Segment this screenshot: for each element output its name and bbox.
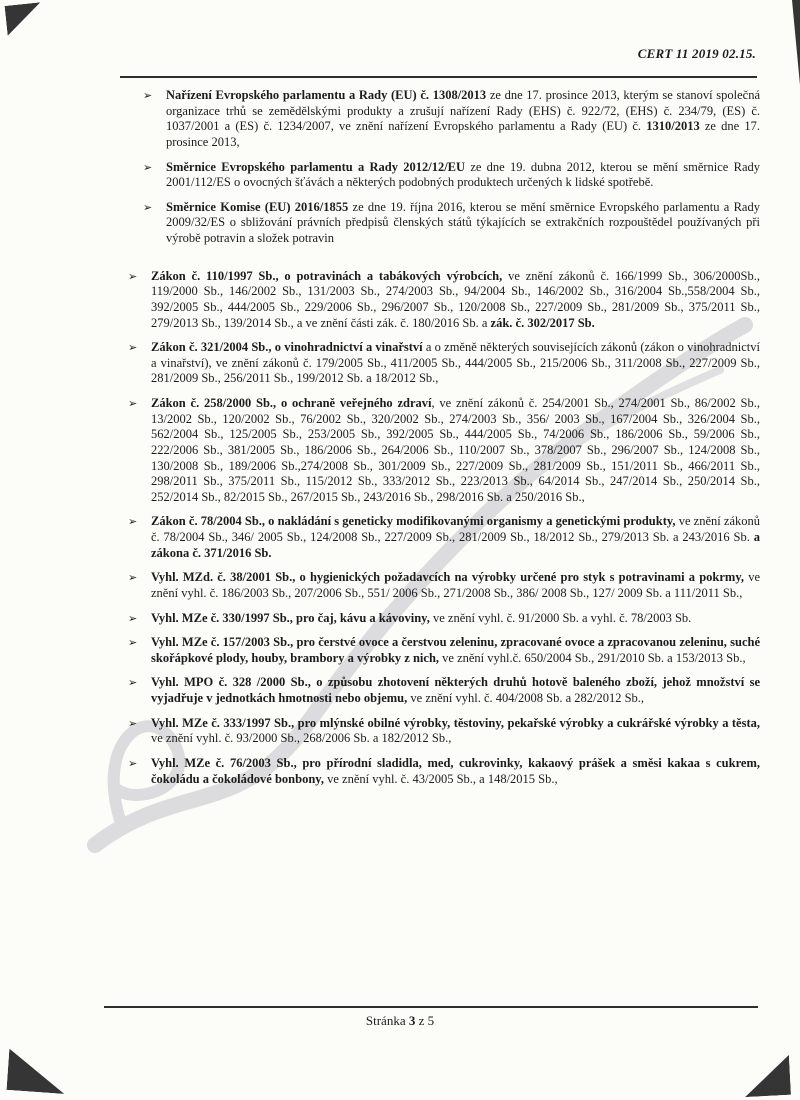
header-rule (120, 76, 757, 78)
bullet-arrow-icon: ➢ (143, 90, 153, 102)
regulation-list (128, 88, 760, 796)
bullet-arrow-icon: ➢ (128, 757, 138, 770)
footer-separator: z (418, 1013, 425, 1028)
list-item (128, 88, 760, 151)
bullet-arrow-icon: ➢ (143, 161, 153, 174)
regulation-text: Zákon č. 258/2000 Sb., o ochraně veřejného zdraví, ve znění zákonů č. 254/2001 Sb., 274/2001 Sb., 86/2002 Sb., 13/2002 Sb., 120/2002 Sb., 76/2002 Sb., 320/2002 Sb., 274/2003 Sb., 356/ 2003 Sb., 167/2004 Sb., 326/2004 Sb., 562/2004 Sb., 125/2005 Sb., 253/2005 Sb., 392/2005 Sb., 444/2005 Sb., 74/2006 Sb., 186/2006 Sb., 59/2006 Sb., 222/2006 Sb., 381/2005 Sb., 186/2006 Sb., 264/2006 Sb., 110/2007 Sb., 378/2007 Sb., 296/2007 Sb., 124/2008 Sb., 130/2008 Sb., 189/2006 Sb.,274/2008 Sb., 301/2009 Sb., 227/2009 Sb., 281/2009 Sb., 151/2011 Sb., 466/2011 Sb., 298/2011 Sb., 375/2011 Sb., 115/2012 Sb., 333/2012 Sb., 223/2013 Sb., 64/2014 Sb., 247/2014 Sb., 250/2014 Sb., 252/2014 Sb., 82/2015 Sb., 267/2015 Sb., 243/2016 Sb., 298/2016 Sb. a 250/2016 Sb., (151, 396, 760, 504)
bullet-arrow-icon: ➢ (128, 342, 138, 355)
list-item (128, 269, 760, 332)
bullet-arrow-icon: ➢ (128, 572, 138, 585)
list-item (128, 396, 760, 505)
list-item (128, 340, 760, 387)
scan-artifact-bottom-right (743, 1055, 791, 1097)
bullet-arrow-icon: ➢ (128, 516, 138, 529)
regulation-text: Vyhl. MZe č. 76/2003 Sb., pro přírodní sladidla, med, cukrovinky, kakaový prášek a směsi kakaa s cukrem, čokoládu a čokoládové bonbony, ve znění vyhl. č. 43/2005 Sb., a 148/2015 Sb., (151, 755, 760, 786)
regulation-text: Zákon č. 110/1997 Sb., o potravinách a tabákových výrobcích, ve znění zákonů č. 166/1999 Sb., 306/2000Sb., 119/2000 Sb., 146/2002 Sb., 131/2003 Sb., 274/2003 Sb., 94/2004 Sb., 146/2002 Sb., 316/2004 Sb.,558/2004 Sb., 392/2005 Sb., 444/2005 Sb., 229/2006 Sb., 296/2007 Sb., 120/2008 Sb., 227/2009 Sb., 281/2009 Sb., 375/2011 Sb., 279/2013 Sb., 139/2014 Sb., a ve znění části zák. č. 180/2016 Sb. a zák. č. 302/2017 Sb. (151, 268, 760, 330)
bullet-arrow-icon: ➢ (128, 637, 138, 650)
footer-prefix: Stránka (365, 1013, 406, 1028)
list-item (128, 570, 760, 601)
list-item (128, 756, 760, 787)
regulation-text: Směrnice Komise (EU) 2016/1855 ze dne 19. října 2016, kterou se mění směrnice Evropského parlamentu a Rady 2009/32/ES o sbližování právních předpisů členských států týkajících se extrakčních rozpouštědel používaných při výrobě potravin a složek potravin (166, 199, 760, 245)
scan-artifact-top-right (790, 0, 800, 85)
list-item (128, 200, 760, 247)
list-item (128, 716, 760, 747)
document-code: CERT 11 2019 02.15. (637, 46, 756, 61)
bullet-arrow-icon: ➢ (128, 717, 138, 730)
bullet-arrow-icon: ➢ (128, 270, 138, 283)
bullet-arrow-icon: ➢ (128, 677, 138, 690)
list-item (128, 611, 760, 627)
bullet-arrow-icon: ➢ (128, 612, 138, 625)
regulation-text: Vyhl. MZe č. 330/1997 Sb., pro čaj, kávu a kávoviny, ve znění vyhl. č. 91/2000 Sb. a vyhl. č. 78/2003 Sb. (151, 610, 692, 625)
list-item (128, 635, 760, 666)
regulation-text: Nařízení Evropského parlamentu a Rady (EU) č. 1308/2013 ze dne 17. prosince 2013, kterým se stanoví společná organizace trhů se zemědělskými produkty a zrušují nařízení Rady (EHS) č. 922/72, (EHS) č. 234/79, (ES) č. 1037/2001 a (ES) č. 1234/2007, ve znění nařízení Evropského parlamentu a Rady (EU) č. 1310/2013 ze dne 17. prosince 2013, (166, 88, 760, 149)
regulation-text: Zákon č. 78/2004 Sb., o nakládání s geneticky modifikovanými organismy a genetickými produkty, ve znění zákonů č. 78/2004 Sb., 346/ 2005 Sb., 124/2008 Sb., 227/2009 Sb., 281/2009 Sb., 18/2012 Sb., 279/2013 Sb. a 243/2016 Sb. a zákona č. 371/2016 Sb. (151, 514, 761, 560)
scan-artifact-bottom-left (6, 1044, 67, 1094)
list-item (128, 514, 760, 561)
page-footer (0, 1013, 800, 1029)
regulation-text: Vyhl. MZd. č. 38/2001 Sb., o hygienických požadavcích na výrobky určené pro styk s potravinami a pokrmy, ve znění vyhl. č. 186/2003 Sb., 207/2006 Sb., 551/ 2006 Sb., 271/2008 Sb., 386/ 2008 Sb., 127/ 2009 Sb. a 111/2011 Sb., (151, 570, 760, 600)
regulation-text: Vyhl. MZe č. 333/1997 Sb., pro mlýnské obilné výrobky, těstoviny, pekařské výrobky a cukrářské výrobky a těsta, ve znění vyhl. č. 93/2000 Sb., 268/2006 Sb. a 182/2012 Sb., (151, 715, 760, 746)
bullet-arrow-icon: ➢ (128, 398, 138, 410)
footer-rule (104, 1006, 758, 1008)
regulation-text: Vyhl. MPO č. 328 /2000 Sb., o způsobu zhotovení některých druhů hotově baleného zboží, jehož množství se vyjadřuje v jednotkách hmotnosti nebo objemu, ve znění vyhl. č. 404/2008 Sb. a 282/2012 Sb., (151, 675, 760, 705)
regulation-text: Směrnice Evropského parlamentu a Rady 2012/12/EU ze dne 19. dubna 2012, kterou se mění směrnice Rady 2001/112/ES o ovocných šťávách a některých podobných produktech určených k lidské spotřebě. (166, 159, 760, 190)
list-item (128, 675, 760, 706)
bullet-arrow-icon: ➢ (143, 201, 153, 214)
footer-total-pages: 5 (427, 1013, 435, 1028)
scan-artifact-top-left (5, 2, 44, 36)
regulation-text: Vyhl. MZe č. 157/2003 Sb., pro čerstvé ovoce a čerstvou zeleninu, zpracované ovoce a zpracovanou zeleninu, suché skořápkové plody, houby, brambory a výrobky z nich, ve znění vyhl.č. 650/2004 Sb., 291/2010 Sb. a 153/2013 Sb., (151, 635, 760, 665)
list-item (128, 160, 760, 191)
regulation-text: Zákon č. 321/2004 Sb., o vinohradnictví a vinařství a o změně některých souvisejících zákonů (zákon o vinohradnictví a vinařství), ve znění zákonů č. 179/2005 Sb., 411/2005 Sb., 444/2005 Sb., 215/2006 Sb., 311/2008 Sb., 227/2009 Sb., 281/2009 Sb., 256/2011 Sb., 199/2012 Sb. a 18/2012 Sb., (151, 340, 760, 386)
footer-page-number: 3 (408, 1013, 416, 1028)
